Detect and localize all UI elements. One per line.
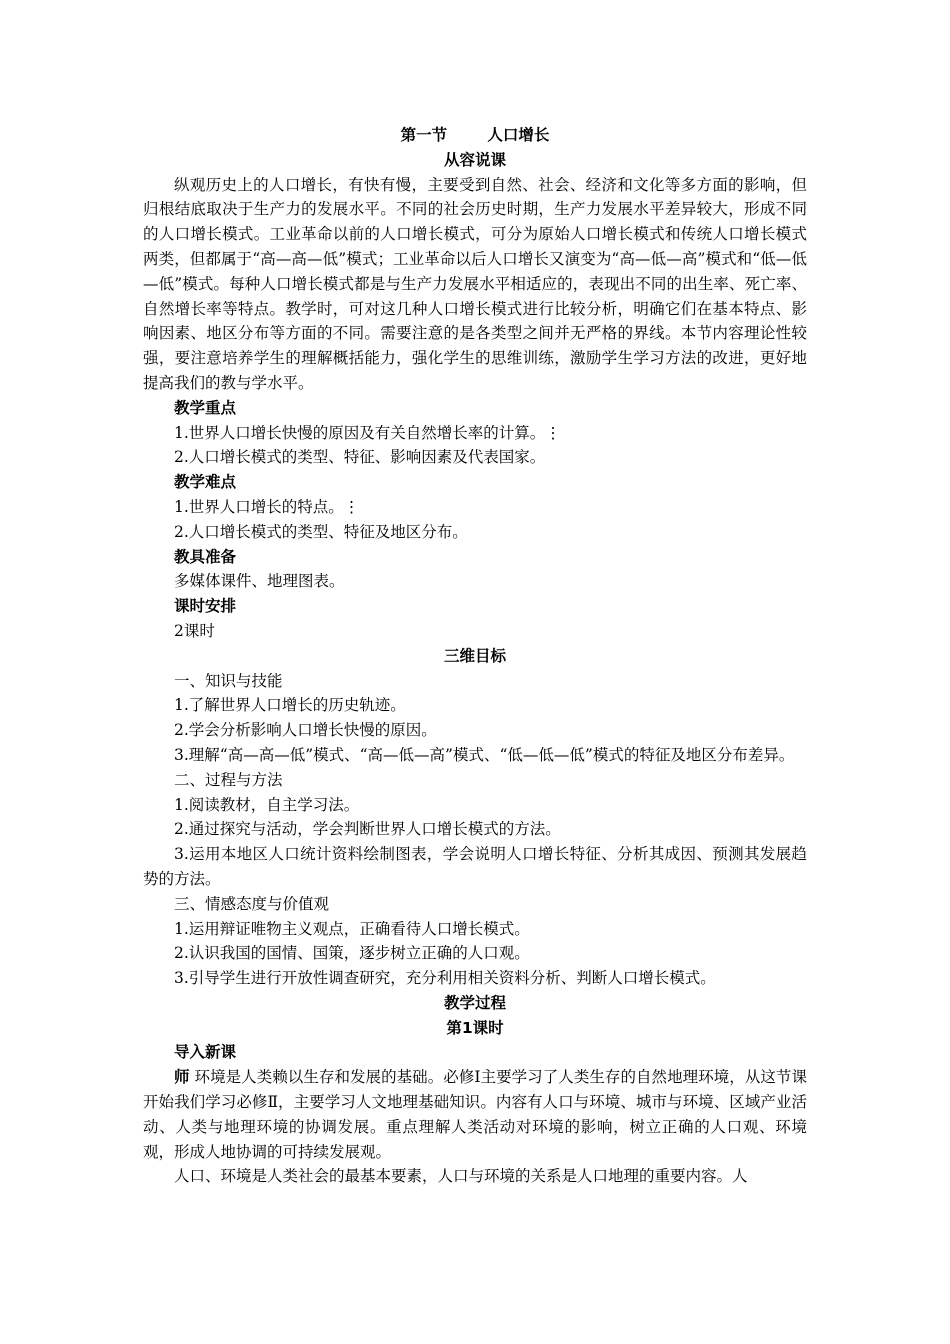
section-number: 第一节 [400, 126, 448, 144]
difficulties-heading: 教学难点 [174, 473, 237, 492]
objective-item: 3.引导学生进行开放性调查研究，充分利用相关资料分析、判断人口增长模式。 [174, 969, 716, 988]
objective-item: 2.认识我国的国情、国策，逐步树立正确的人口观。 [174, 944, 530, 963]
materials-text: 多媒体课件、地理图表。 [174, 572, 345, 591]
objectives-part3-title: 三、情感态度与价值观 [174, 894, 330, 913]
objective-item: 1.运用辩证唯物主义观点，正确看待人口增长模式。 [174, 919, 530, 938]
objective-item: 1.阅读教材，自主学习法。 [174, 795, 360, 814]
materials-heading: 教具准备 [174, 547, 237, 566]
objectives-part2-title: 二、过程与方法 [174, 770, 283, 789]
key-point-item: 2.人口增长模式的类型、特征、影响因素及代表国家。 [174, 448, 546, 467]
section-name: 人口增长 [487, 126, 550, 144]
objective-item: 1.了解世界人口增长的历史轨迹。 [174, 696, 406, 715]
key-points-heading: 教学重点 [174, 398, 237, 417]
schedule-text: 2课时 [174, 621, 215, 640]
intro-paragraph: 纵观历史上的人口增长，有快有慢，主要受到自然、社会、经济和文化等多方面的影响，但归根结底取决于生产力的发展水平。不同的社会历史时期，生产力发展水平差异较大，形成不同的人口增长模式。工业革命以前的人口增长模式，可分为原始人口增长模式和传统人口增长模式两类，但都属于“高—高—低”模式；工业革命以后人口增长又演变为“高—低—高”模式和“低—低—低”模式。每种人口增长模式都是与生产力发展水平相适应的，表现出不同的出生率、死亡率、自然增长率等特点。教学时，可对这几种人口增长模式进行比较分析，明确它们在基本特点、影响因素、地区分布等方面的不同。需要注意的是各类型之间并无严格的界线。本节内容理论性较强，要注意培养学生的理解概括能力，强化学生的思维训练，激励学生学习方法的改进，更好地提高我们的教与学水平。 [143, 175, 807, 392]
objective-item: 2.学会分析影响人口增长快慢的原因。 [174, 721, 437, 740]
difficulty-item: 1.世界人口增长的特点。⋮ [174, 497, 360, 516]
teacher-label: 师 [174, 1068, 190, 1087]
objectives-heading: 三维目标 [443, 646, 506, 665]
teacher-paragraph [143, 1065, 807, 1164]
process-heading: 教学过程 [443, 993, 506, 1012]
last-paragraph: 人口、环境是人类社会的最基本要素，人口与环境的关系是人口地理的重要内容。人 [174, 1167, 748, 1186]
objective-item: 2.通过探究与活动，学会判断世界人口增长模式的方法。 [174, 820, 561, 839]
objective-item: 3.运用本地区人口统计资料绘制图表，学会说明人口增长特征、分析其成因、预测其发展趋势的方法。 [143, 845, 807, 888]
section-title [143, 123, 807, 148]
key-point-item: 1.世界人口增长快慢的原因及有关自然增长率的计算。⋮ [174, 423, 561, 442]
objectives-part1-title: 一、知识与技能 [174, 671, 283, 690]
lesson-heading: 第1课时 [446, 1018, 504, 1037]
difficulty-item: 2.人口增长模式的类型、特征及地区分布。 [174, 522, 468, 541]
intro-new-lesson-heading: 导入新课 [174, 1043, 237, 1062]
teacher-text: 环境是人类赖以生存和发展的基础。必修Ⅰ主要学习了人类生存的自然地理环境，从这节课开始我们学习必修Ⅱ，主要学习人文地理基础知识。内容有人口与环境、城市与环境、区域产业活动、人类与地理环境的协调发展。重点理解人类活动对环境的影响，树立正确的人口观、环境观，形成人地协调的可持续发展观。 [143, 1068, 807, 1161]
objective-item: 3.理解“高—高—低”模式、“高—低—高”模式、“低—低—低”模式的特征及地区分布差异。 [174, 745, 795, 764]
section-subtitle: 从容说课 [443, 150, 506, 169]
document-page [143, 123, 807, 1189]
schedule-heading: 课时安排 [174, 597, 237, 616]
